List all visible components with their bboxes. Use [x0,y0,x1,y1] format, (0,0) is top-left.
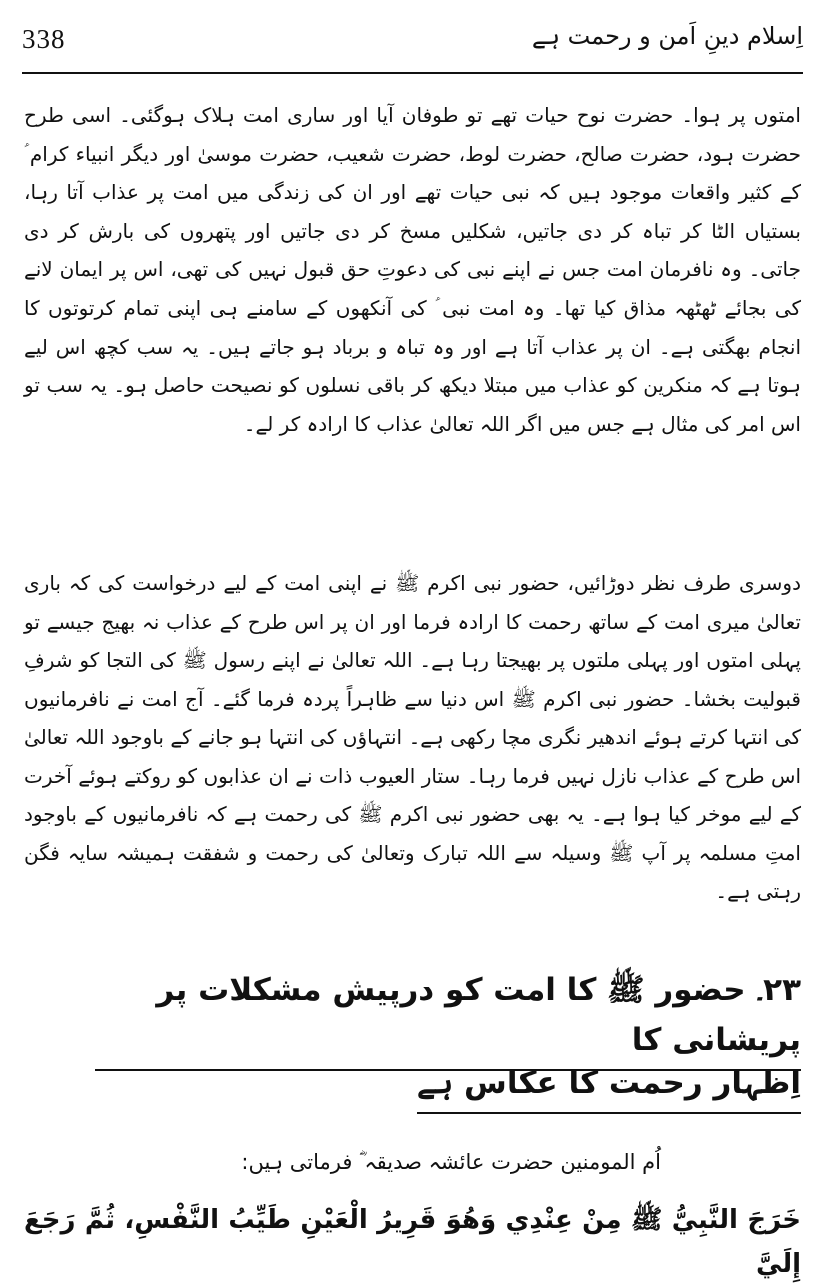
arabic-hadith-text: خَرَجَ النَّبِيُّ ﷺ مِنْ عِنْدِي وَهُوَ قَرِيرُ الْعَيْنِ طَيِّبُ النَّفْسِ، ثُمَّ رَجَعَ إِلَيَّ [24,1205,801,1279]
section-heading-line-2 [95,1058,801,1114]
narrator-line: اُم المومنین حضرت عائشہ صدیقہ ؓ فرماتی ہیں: [241,1150,661,1174]
section-heading-line-1: ۲۳۔ حضور ﷺ کا امت کو درپیش مشکلات پر پریشانی کا [95,965,801,1071]
section-heading-line-2-text: اِظہار رحمت کا عکاس ہے [417,1058,801,1114]
header-divider [22,72,803,74]
page-header [22,22,803,62]
body-paragraph-2: دوسری طرف نظر دوڑائیں، حضور نبی اکرم ﷺ نے اپنی امت کے لیے درخواست کی کہ باری تعالیٰ میری امت کے ساتھ رحمت کا ارادہ فرما اور ان پر اس طرح کے عذاب نہ بھیج جیسے تو پہلی امتوں اور پہلی ملتوں پر بھیجتا رہا ہے۔ اللہ تعالیٰ نے اپنے رسول ﷺ کی التجا کو شرفِ قبولیت بخشا۔ حضور نبی اکرم ﷺ اس دنیا سے ظاہراً پردہ فرما گئے۔ آج امت نے نافرمانیوں کی انتہا کرتے ہوئے اندھیر نگری مچا رکھی ہے۔ انتہاؤں کی انتہا ہو جانے کے باوجود اللہ تعالیٰ اس طرح کے عذاب نازل نہیں فرما رہا۔ ستار العیوب ذات نے ان عذابوں کو روکتے ہوئے آخرت کے لیے موخر کیا ہوا ہے۔ یہ بھی حضور نبی اکرم ﷺ کی رحمت ہے کہ نافرمانیوں کے باوجود امتِ مسلمہ پر آپ ﷺ وسیلہ سے اللہ تبارک وتعالیٰ کی رحمت و شفقت ہمیشہ سایہ فگن رہتی ہے۔ [24,571,801,903]
running-head-title: اِسلام دینِ اَمن و رحمت ہے [531,22,803,50]
body-paragraph-1: امتوں پر ہوا۔ حضرت نوح حیات تھے تو طوفان آیا اور ساری امت ہلاک ہوگئی۔ اسی طرح حضرت ہود، حضرت صالح، حضرت لوط، حضرت شعیب، حضرت موسیٰ اور دیگر انبیاء کرام ؑ کے کثیر واقعات موجود ہیں کہ نبی حیات تھے اور ان کی زندگی میں امت پر عذاب آتا رہا، بستیاں الٹا کر تباہ کر دی جاتیں، شکلیں مسخ کر دی جاتیں اور پتھروں کی بارش کر دی جاتی۔ وہ نافرمان امت جس نے اپنے نبی کی دعوتِ حق قبول نہیں کی تھی، اس پر ایمان لانے کی بجائے ٹھٹھہ مذاق کیا تھا۔ وہ امت نبی ؑ کی آنکھوں کے سامنے ہی اپنی تمام کرتوتوں کا انجام بھگتی ہے۔ ان پر عذاب آتا ہے اور وہ تباہ و برباد ہو جاتے ہیں۔ یہ سب کچھ اس لیے ہوتا ہے کہ منکرین کو عذاب میں مبتلا دیکھ کر باقی نسلوں کو نصیحت حاصل ہو۔ یہ سب تو اس امر کی مثال ہے جس میں اگر اللہ تعالیٰ عذاب کا ارادہ کر لے۔ [24,103,801,436]
page-number: 338 [22,24,66,54]
